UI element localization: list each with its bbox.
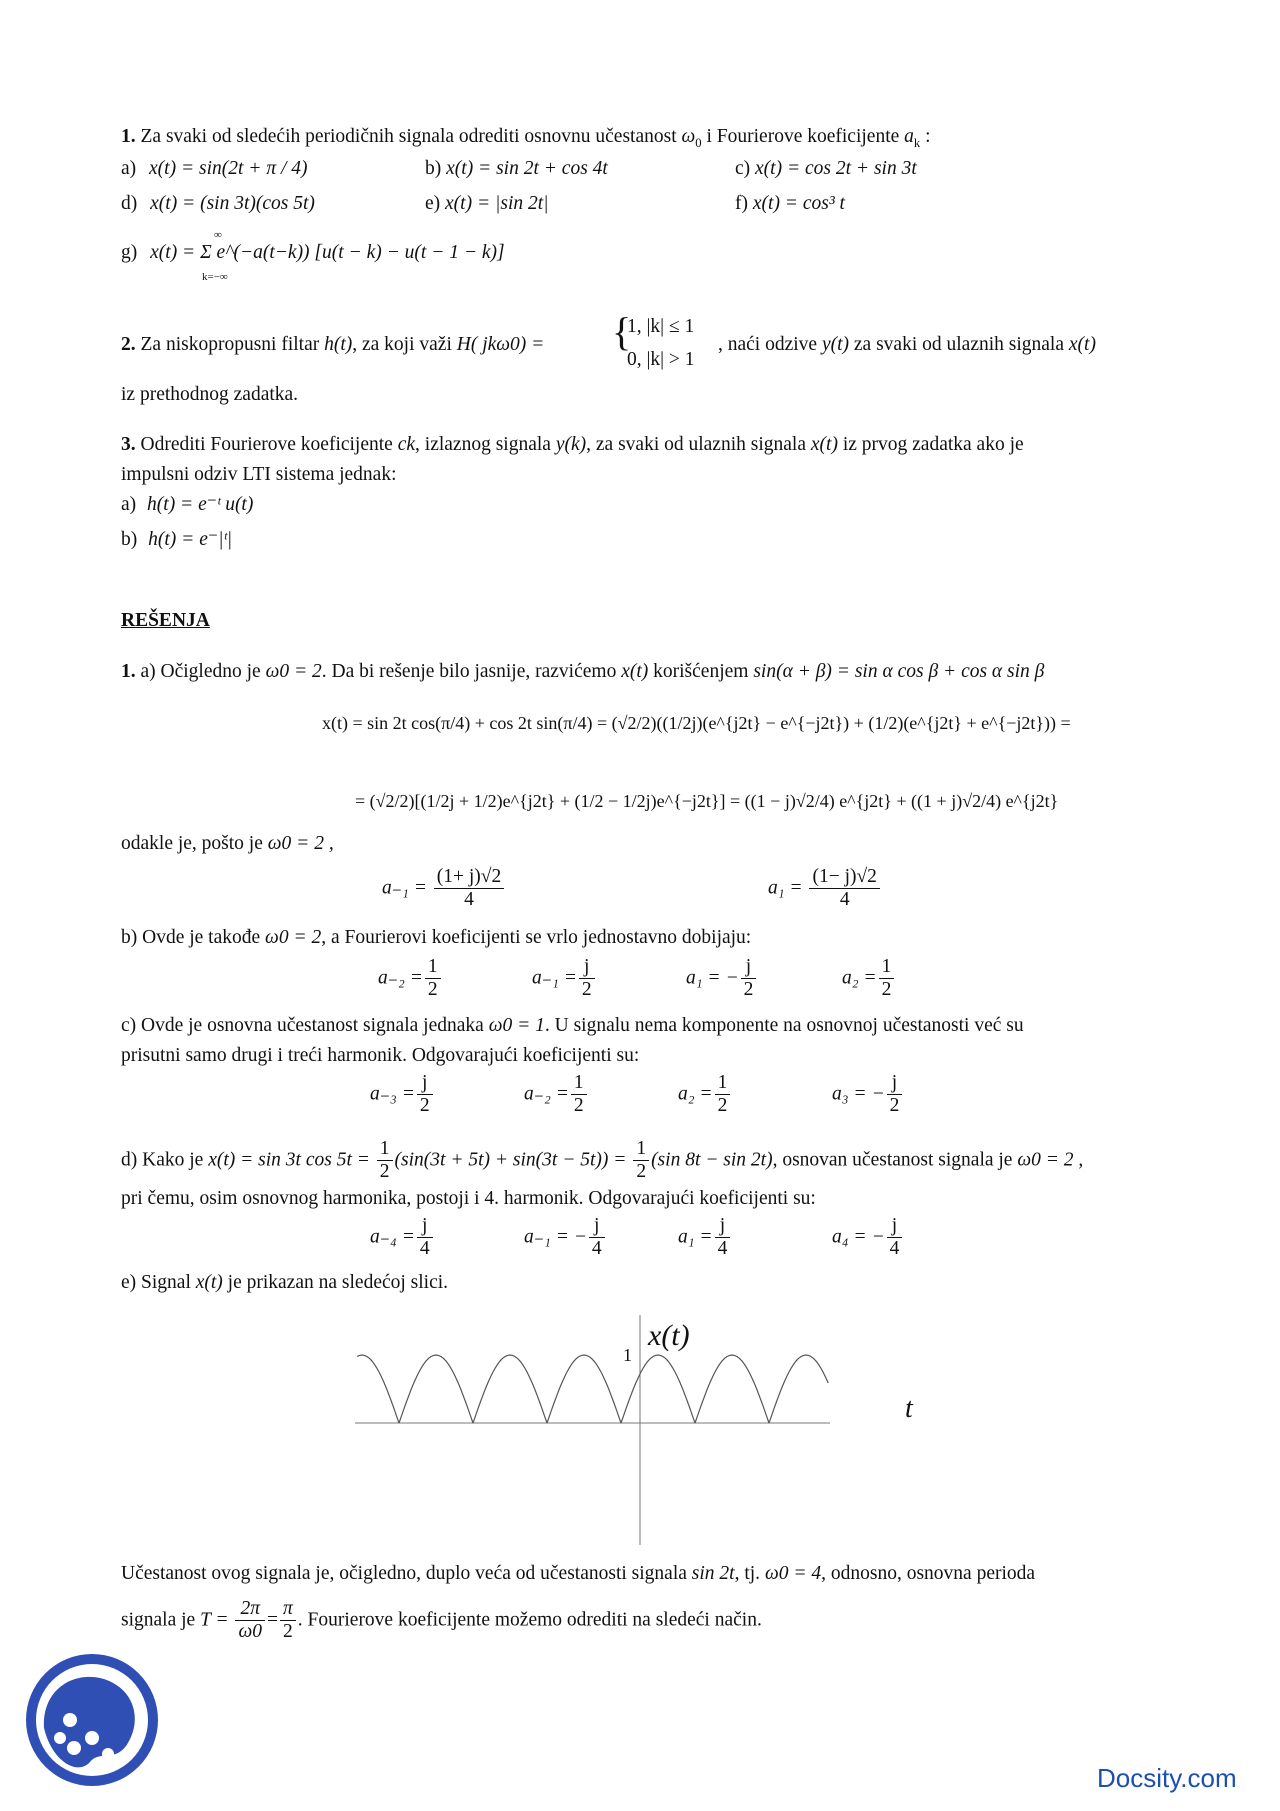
problem-2-line2: iz prethodnog zadatka. bbox=[121, 384, 299, 405]
solution-1b-omega: ω0 = 2 bbox=[265, 927, 322, 948]
half-denominator: 2 bbox=[636, 1161, 647, 1183]
signal-arch bbox=[399, 1355, 473, 1423]
solution-1d-half-1 bbox=[377, 1138, 393, 1184]
problem-3-number: 3. bbox=[121, 434, 136, 455]
problem-1-statement bbox=[121, 124, 931, 151]
solution-1d-text-a: d) Kako je bbox=[121, 1149, 204, 1171]
problem-1-text-end: : bbox=[925, 126, 931, 147]
problem-2-text-after: , naći odzive bbox=[718, 334, 818, 355]
coef-denominator: 2 bbox=[881, 979, 892, 1001]
coef-denominator: 2 bbox=[419, 1095, 430, 1117]
after2-fraction-1 bbox=[235, 1598, 265, 1644]
coef-numerator: j bbox=[887, 1072, 903, 1095]
solution-1e-after1 bbox=[121, 1561, 1161, 1586]
problem-1-omega-sub: 0 bbox=[695, 135, 702, 150]
coef-denominator: 2 bbox=[581, 979, 592, 1001]
coef-lhs: a₋₄ = bbox=[370, 1226, 415, 1248]
coef-c-1 bbox=[370, 1072, 435, 1118]
solution-1a-eq1: x(t) = sin 2t cos(π/4) + cos 2t sin(π/4) = (√2/2)((1/2j)(e^{j2t} − e^{−j2t}) + (1/2)(e^{j2t} + e^{−j2t})) = bbox=[322, 713, 1071, 733]
coef-fraction bbox=[417, 1072, 433, 1118]
after1-omega: ω0 = 4 bbox=[764, 1563, 822, 1584]
item-c bbox=[735, 156, 917, 181]
signal-arch bbox=[769, 1355, 828, 1423]
problem-3-item-a bbox=[121, 492, 253, 517]
half-numerator: 1 bbox=[633, 1138, 649, 1161]
coef-c-3 bbox=[678, 1072, 732, 1118]
problem-3-line2: impulsni odziv LTI sistema jednak: bbox=[121, 464, 397, 485]
coef-fraction bbox=[879, 956, 895, 1002]
problem-2-h: h(t) bbox=[324, 334, 353, 355]
coef-lhs: a₂ = bbox=[678, 1083, 713, 1105]
item-f-expr: x(t) = cos³ t bbox=[752, 193, 845, 214]
coef-lhs: a₁ = − bbox=[686, 967, 739, 989]
fraction-denominator: 2 bbox=[283, 1621, 293, 1643]
solution-1c-text-b: . U signalu nema komponente na osnovnoj učestanosti već su bbox=[544, 1015, 1024, 1036]
coef-d-2 bbox=[524, 1215, 607, 1261]
fraction-numerator: π bbox=[280, 1598, 296, 1621]
problem-3-line1-b: , izlaznog signala bbox=[415, 434, 551, 455]
coef-lhs: a₂ = bbox=[842, 967, 877, 989]
half-numerator: 1 bbox=[377, 1138, 393, 1161]
solution-1c-line2: prisutni samo drugi i treći harmonik. Odgovarajući koeficijenti su: bbox=[121, 1045, 640, 1066]
problem-1-ak: a bbox=[904, 126, 914, 147]
solution-1d-omega: ω0 = 2 , bbox=[1017, 1149, 1084, 1171]
problem-2-x: x(t) bbox=[1068, 334, 1096, 355]
case-1: 1, |k| ≤ 1 bbox=[627, 316, 695, 337]
problem-2-statement bbox=[121, 332, 544, 357]
coef-fraction bbox=[434, 866, 504, 912]
solution-1e-text-b: je prikazan na sledećoj slici. bbox=[227, 1272, 449, 1293]
solution-1c-omega: ω0 = 1 bbox=[488, 1015, 545, 1036]
coef-numerator: 1 bbox=[879, 956, 895, 979]
coef-denominator: 4 bbox=[717, 1238, 728, 1260]
problem-3-item-b bbox=[121, 527, 232, 552]
case-2: 0, |k| > 1 bbox=[627, 349, 695, 370]
sum-upper-limit: ∞ bbox=[214, 229, 222, 241]
solution-1e-xt: x(t) bbox=[195, 1272, 223, 1293]
sum-lower-limit: k=−∞ bbox=[202, 271, 228, 283]
coef-lhs: a₋₂ = bbox=[524, 1083, 569, 1105]
coef-denominator: 4 bbox=[839, 889, 850, 911]
problem-1-row-def bbox=[121, 191, 1121, 217]
item-b-expr: x(t) = sin 2t + cos 4t bbox=[446, 158, 608, 179]
item-g-expr: x(t) = Σ e^(−a(t−k)) [u(t − k) − u(t − 1 − k)] bbox=[150, 242, 505, 263]
coef-lhs: a₄ = − bbox=[832, 1226, 885, 1248]
logo-dot bbox=[102, 1748, 114, 1760]
docsity-brand-link[interactable]: Docsity.com bbox=[1097, 1763, 1237, 1793]
solution-1a-omega: ω0 = 2 bbox=[265, 661, 322, 682]
after2-text-a: signala je bbox=[121, 1609, 196, 1631]
solution-1e-text-a: e) Signal bbox=[121, 1272, 191, 1293]
coef-numerator: 1 bbox=[715, 1072, 731, 1095]
solution-1d-expr1: x(t) = sin 3t cos 5t = bbox=[208, 1149, 370, 1171]
problem-3-line1-d: iz prvog zadatka ako je bbox=[842, 434, 1024, 455]
item-d-expr: x(t) = (sin 3t)(cos 5t) bbox=[150, 193, 315, 214]
coef-numerator: (1+ j)√2 bbox=[434, 866, 504, 889]
coef-c-2 bbox=[524, 1072, 589, 1118]
item-c-label: c) bbox=[735, 158, 751, 179]
item-g-label: g) bbox=[121, 242, 138, 263]
problem-2-text-mid: , za koji važi bbox=[352, 334, 452, 355]
signal-arches bbox=[357, 1355, 828, 1423]
coef-numerator: 1 bbox=[571, 1072, 587, 1095]
solution-1b-text-b: , a Fourierovi koeficijenti se vrlo jednostavno dobijaju: bbox=[321, 927, 752, 948]
coef-b-2 bbox=[532, 956, 597, 1002]
problem-3-b-expr: h(t) = e⁻|ᵗ| bbox=[148, 529, 233, 550]
coef-numerator: j bbox=[417, 1215, 433, 1238]
figure-ylabel: x(t) bbox=[648, 1319, 690, 1352]
problem-2-text-after2: za svaki od ulaznih signala bbox=[853, 334, 1065, 355]
solution-1d-line2: pri čemu, osim osnovnog harmonika, postoji i 4. harmonik. Odgovarajući koeficijenti su: bbox=[121, 1188, 816, 1209]
coef-lhs: a₋₂ = bbox=[378, 967, 423, 989]
problem-3-ck: ck bbox=[397, 434, 416, 455]
item-a-label: a) bbox=[121, 158, 137, 179]
logo-dot bbox=[67, 1741, 81, 1755]
coef-b-1 bbox=[378, 956, 443, 1002]
logo-dot bbox=[85, 1731, 99, 1745]
signal-arch bbox=[695, 1355, 769, 1423]
coef-numerator: j bbox=[887, 1215, 903, 1238]
coef-fraction bbox=[579, 956, 595, 1002]
item-b-label: b) bbox=[425, 158, 442, 179]
coef-numerator: (1− j)√2 bbox=[809, 866, 879, 889]
after1-text-c: , odnosno, osnovna perioda bbox=[821, 1563, 1036, 1584]
after1-text-a: Učestanost ovog signala je, očigledno, duplo veća od učestanosti signala bbox=[121, 1563, 687, 1584]
coef-lhs: a₋₁ = bbox=[382, 877, 427, 899]
solution-1d-expr2: (sin(3t + 5t) + sin(3t − 5t)) = bbox=[394, 1149, 627, 1171]
item-b bbox=[425, 156, 608, 181]
solution-1b-text-a: b) Ovde je takođe bbox=[121, 927, 261, 948]
solution-1a-line1 bbox=[121, 659, 1044, 684]
coef-denominator: 2 bbox=[743, 979, 754, 1001]
problem-3-xt: x(t) bbox=[810, 434, 838, 455]
problem-1-omega: ω bbox=[681, 126, 696, 147]
solution-1a-identity: sin(α + β) = sin α cos β + cos α sin β bbox=[753, 661, 1045, 682]
signal-arch bbox=[473, 1355, 547, 1423]
problem-2-H: H( jkω0) = bbox=[456, 334, 545, 355]
coef-a-minus-1 bbox=[382, 866, 506, 912]
solution-1a-xt: x(t) bbox=[621, 661, 649, 682]
solution-1a-eq2: = (√2/2)[(1/2j + 1/2)e^{j2t} + (1/2 − 1/2j)e^{−j2t}] = ((1 − j)√2/4) e^{j2t} + ((1 + j)√2/4) e^{j2t} bbox=[355, 791, 1059, 811]
solution-1-label: 1. bbox=[121, 661, 136, 682]
figure-one-label: 1 bbox=[623, 1345, 632, 1365]
solution-1a-odakle-omega: ω0 = 2 , bbox=[267, 833, 334, 854]
item-e bbox=[425, 191, 549, 216]
coef-denominator: 2 bbox=[573, 1095, 584, 1117]
coef-lhs: a₋₁ = bbox=[532, 967, 577, 989]
coef-lhs: a₁ = bbox=[678, 1226, 713, 1248]
signal-arch bbox=[357, 1355, 399, 1423]
problem-3-b-label: b) bbox=[121, 529, 138, 550]
item-c-expr: x(t) = cos 2t + sin 3t bbox=[755, 158, 917, 179]
coef-denominator: 2 bbox=[717, 1095, 728, 1117]
coef-d-4 bbox=[832, 1215, 904, 1261]
abs-sine-figure bbox=[355, 1315, 955, 1545]
problem-1-number: 1. bbox=[121, 126, 136, 147]
coef-denominator: 4 bbox=[591, 1238, 602, 1260]
problem-1-row-abc bbox=[121, 156, 1121, 182]
coef-fraction bbox=[571, 1072, 587, 1118]
coef-fraction bbox=[417, 1215, 433, 1261]
coef-lhs: a₁ = bbox=[768, 877, 803, 899]
problem-3-a-label: a) bbox=[121, 494, 137, 515]
after1-text-b: , tj. bbox=[734, 1563, 761, 1584]
signal-arch bbox=[547, 1355, 621, 1423]
problem-3-yk: y(k) bbox=[555, 434, 587, 455]
solution-1a-odakle bbox=[121, 831, 334, 856]
coef-numerator: j bbox=[715, 1215, 731, 1238]
coef-fraction bbox=[809, 866, 879, 912]
after2-fraction-2 bbox=[280, 1598, 296, 1644]
after2-T: T = bbox=[200, 1609, 229, 1631]
solution-1e-line bbox=[121, 1270, 448, 1295]
solution-1d-line1 bbox=[121, 1138, 1161, 1184]
after1-signal: sin 2t bbox=[691, 1563, 735, 1584]
coef-a-1 bbox=[768, 866, 882, 912]
solution-1e-after2: signala je T = $\frac{2\pi}{\omega 0}$ = $\frac{\pi}{2}$ . Fourierove koeficijente možemo odrediti na sledeći način. bbox=[121, 1598, 762, 1643]
problem-1-text-mid: i Fourierove koeficijente bbox=[706, 126, 900, 147]
coef-denominator: 2 bbox=[427, 979, 438, 1001]
signal-arch bbox=[621, 1355, 695, 1423]
solution-1d-half-2 bbox=[633, 1138, 649, 1184]
problem-2-y: y(t) bbox=[821, 334, 850, 355]
coef-denominator: 4 bbox=[889, 1238, 900, 1260]
solution-1c-text-a: c) Ovde je osnovna učestanost signala jednaka bbox=[121, 1015, 484, 1036]
logo-dot bbox=[63, 1713, 77, 1727]
item-e-label: e) bbox=[425, 193, 441, 214]
solutions-heading: REŠENJA bbox=[121, 610, 210, 631]
item-f-label: f) bbox=[735, 193, 748, 214]
fraction-denominator: ω0 bbox=[238, 1621, 262, 1643]
coef-numerator: j bbox=[589, 1215, 605, 1238]
item-e-expr: x(t) = |sin 2t| bbox=[445, 193, 549, 214]
coef-d-1 bbox=[370, 1215, 435, 1261]
coef-fraction bbox=[589, 1215, 605, 1261]
solution-1d-expr3: (sin 8t − sin 2t) bbox=[651, 1149, 773, 1171]
coef-fraction bbox=[715, 1215, 731, 1261]
half-denominator: 2 bbox=[379, 1161, 390, 1183]
cases-brace: { bbox=[612, 309, 632, 354]
coef-numerator: j bbox=[579, 956, 595, 979]
coef-lhs: a₋₁ = − bbox=[524, 1226, 587, 1248]
problem-2-text-before: Za niskopropusni filtar bbox=[140, 334, 320, 355]
coef-d-3 bbox=[678, 1215, 732, 1261]
logo-dot bbox=[54, 1732, 66, 1744]
coef-denominator: 4 bbox=[464, 889, 474, 911]
coef-fraction bbox=[887, 1072, 903, 1118]
problem-1-ak-sub: k bbox=[913, 135, 921, 150]
docsity-logo[interactable] bbox=[22, 1650, 162, 1790]
coef-denominator: 4 bbox=[419, 1238, 430, 1260]
coef-denominator: 2 bbox=[889, 1095, 900, 1117]
coef-numerator: j bbox=[741, 956, 757, 979]
solution-1b-line bbox=[121, 925, 751, 950]
problem-2-number: 2. bbox=[121, 334, 136, 355]
coef-fraction bbox=[741, 956, 757, 1002]
problem-3-line1-a: Odrediti Fourierove koeficijente bbox=[140, 434, 393, 455]
coef-numerator: 1 bbox=[425, 956, 441, 979]
solution-1a-text-c: korišćenjem bbox=[653, 661, 749, 682]
problem-1-item-g bbox=[121, 240, 505, 265]
coef-c-4 bbox=[832, 1072, 904, 1118]
coef-fraction bbox=[887, 1215, 903, 1261]
solution-1a-odakle-text: odakle je, pošto je bbox=[121, 833, 263, 854]
fraction-numerator: 2π bbox=[235, 1598, 265, 1621]
item-a-expr: x(t) = sin(2t + π / 4) bbox=[149, 158, 308, 179]
problem-1-text-before: Za svaki od sledećih periodičnih signala odrediti osnovnu učestanost bbox=[140, 126, 677, 147]
problem-2-tail bbox=[718, 332, 1096, 357]
item-f bbox=[735, 191, 845, 216]
after2-text-b: . Fourierove koeficijente možemo odrediti na sledeći način. bbox=[297, 1609, 762, 1631]
coef-numerator: j bbox=[417, 1072, 433, 1095]
coef-b-3 bbox=[686, 956, 758, 1002]
coef-lhs: a₋₃ = bbox=[370, 1083, 415, 1105]
solution-1a-text-b: . Da bi rešenje bilo jasnije, razvićemo bbox=[321, 661, 617, 682]
coef-fraction bbox=[425, 956, 441, 1002]
solution-1a-text-a: a) Očigledno je bbox=[140, 661, 261, 682]
solution-1d-text-b: , osnovan učestanost signala je bbox=[772, 1149, 1013, 1171]
figure-xlabel: t bbox=[905, 1393, 913, 1424]
coef-fraction bbox=[715, 1072, 731, 1118]
coef-lhs: a₃ = − bbox=[832, 1083, 885, 1105]
solution-1c-line1 bbox=[121, 1013, 1161, 1038]
coef-b-4 bbox=[842, 956, 896, 1002]
item-d-label: d) bbox=[121, 193, 138, 214]
problem-3-line1 bbox=[121, 432, 1161, 457]
problem-3-a-expr: h(t) = e⁻ᵗ u(t) bbox=[147, 494, 254, 515]
problem-3-line1-c: , za svaki od ulaznih signala bbox=[586, 434, 806, 455]
